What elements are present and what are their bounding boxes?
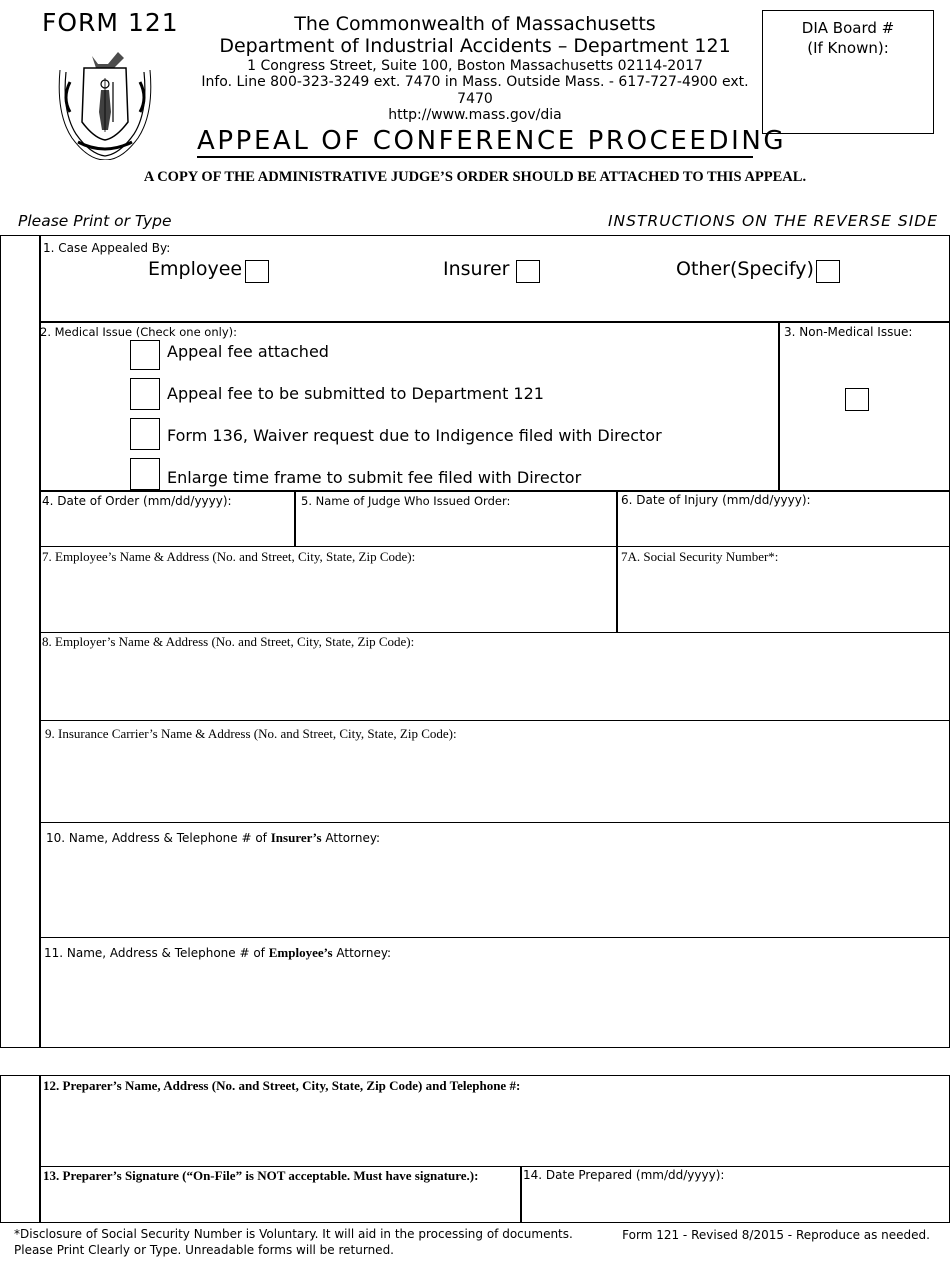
insurance-carrier-field[interactable] [40,744,948,822]
appeal-fee-submit-label: Appeal fee to be submitted to Department 121 [167,384,544,403]
non-medical-issue-label: 3. Non-Medical Issue: [784,325,913,339]
employee-attorney-bold: Employee’s [268,945,333,960]
waiver-request-checkbox[interactable] [130,418,160,450]
board-number-label: DIA Board # [801,19,895,37]
medical-issue-label: 2. Medical Issue (Check one only): [40,325,237,339]
option-employee-label: Employee [148,258,243,280]
org-line-2 [200,35,750,57]
employee-attorney-field[interactable] [40,962,948,1046]
date-of-order-label: 4. Date of Order (mm/dd/yyyy): [42,494,232,508]
insurer-attorney-post: Attorney: [325,831,381,845]
employee-attorney-pre: 11. Name, Address & Telephone # of [44,946,265,960]
org-line-2b: Department 121 [573,35,731,58]
address: 1 Congress Street, Suite 100, Boston Massachusetts 02114-2017 [247,57,703,74]
form-revision: Form 121 - Revised 8/2015 - Reproduce as needed. [622,1228,930,1242]
case-appealed-label: 1. Case Appealed By: [43,241,171,255]
enlarge-time-label: Enlarge time frame to submit fee filed with Director [167,468,582,487]
board-number-sublabel: (If Known): [807,38,889,57]
other-checkbox[interactable] [816,260,840,283]
notice: A COPY OF THE ADMINISTRATIVE JUDGE’S ORDER SHOULD BE ATTACHED TO THIS APPEAL. [143,169,807,185]
header-org [200,13,750,124]
appeal-fee-attached-checkbox[interactable] [130,340,160,370]
judge-name-field[interactable] [296,510,616,545]
date-of-order-field[interactable] [40,510,294,545]
employer-name-field[interactable] [40,652,948,720]
insurer-attorney-field[interactable] [40,848,948,936]
date-prepared-field[interactable] [522,1186,948,1222]
judge-name-label: 5. Name of Judge Who Issued Order: [301,494,511,508]
phone: Info. Line 800-323-3249 ext. 7470 in Mass. Outside Mass. - 617-727-4900 ext. 7470 [201,74,749,107]
appeal-fee-attached-label: Appeal fee attached [167,342,329,361]
enlarge-time-checkbox[interactable] [130,458,160,490]
date-of-injury-label: 6. Date of Injury (mm/dd/yyyy): [621,493,811,507]
employer-name-label: 8. Employer’s Name & Address (No. and Street, City, State, Zip Code): [42,634,415,649]
ssn-label: 7A. Social Security Number*: [621,549,779,564]
insurer-attorney-pre: 10. Name, Address & Telephone # of [46,831,267,845]
date-of-injury-field[interactable] [618,510,948,545]
option-other-label: Other(Specify) [676,258,814,280]
disclosure-line-2: Please Print Clearly or Type. Unreadable forms will be returned. [14,1243,394,1258]
website: http://www.mass.gov/dia [388,107,562,124]
date-prepared-label: 14. Date Prepared (mm/dd/yyyy): [523,1168,725,1182]
employee-name-field[interactable] [40,566,616,631]
page-title: APPEAL OF CONFERENCE PROCEEDING [197,126,787,156]
employee-name-label: 7. Employee’s Name & Address (No. and Street, City, State, Zip Code): [42,549,416,564]
ssn-field[interactable] [618,566,948,631]
print-or-type: Please Print or Type [18,212,172,230]
ssn-disclosure [14,1226,573,1258]
preparer-signature-field[interactable] [40,1186,520,1222]
org-line-2a: Department of Industrial Accidents [219,35,552,58]
preparer-name-field[interactable] [40,1096,948,1166]
instructions-note: INSTRUCTIONS ON THE REVERSE SIDE [607,212,938,230]
appeal-fee-submit-checkbox[interactable] [130,378,160,410]
state-seal-icon [56,42,154,160]
option-insurer-label: Insurer [443,258,510,280]
waiver-request-label: Form 136, Waiver request due to Indigence filed with Director [167,426,662,445]
form-number: FORM 121 [42,8,179,37]
insurer-checkbox[interactable] [516,260,540,283]
insurer-attorney-bold: Insurer’s [270,830,322,845]
insurer-attorney-label [46,830,380,846]
employee-attorney-post: Attorney: [336,946,392,960]
employee-attorney-label [44,945,391,961]
org-line-1: The Commonwealth of Massachusetts [294,13,656,35]
preparer-signature-label: 13. Preparer’s Signature (“On-File” is NOT acceptable. Must have signature.): [43,1168,479,1183]
disclosure-line-1: *Disclosure of Social Security Number is Voluntary. It will aid in the processing of documents. [14,1227,573,1241]
board-number-box[interactable] [762,10,934,134]
insurance-carrier-label: 9. Insurance Carrier’s Name & Address (No. and Street, City, State, Zip Code): [45,726,457,741]
org-dash: – [557,35,568,58]
employee-checkbox[interactable] [245,260,269,283]
preparer-name-label: 12. Preparer’s Name, Address (No. and Street, City, State, Zip Code) and Telephone #: [43,1078,521,1093]
non-medical-checkbox[interactable] [845,388,869,411]
